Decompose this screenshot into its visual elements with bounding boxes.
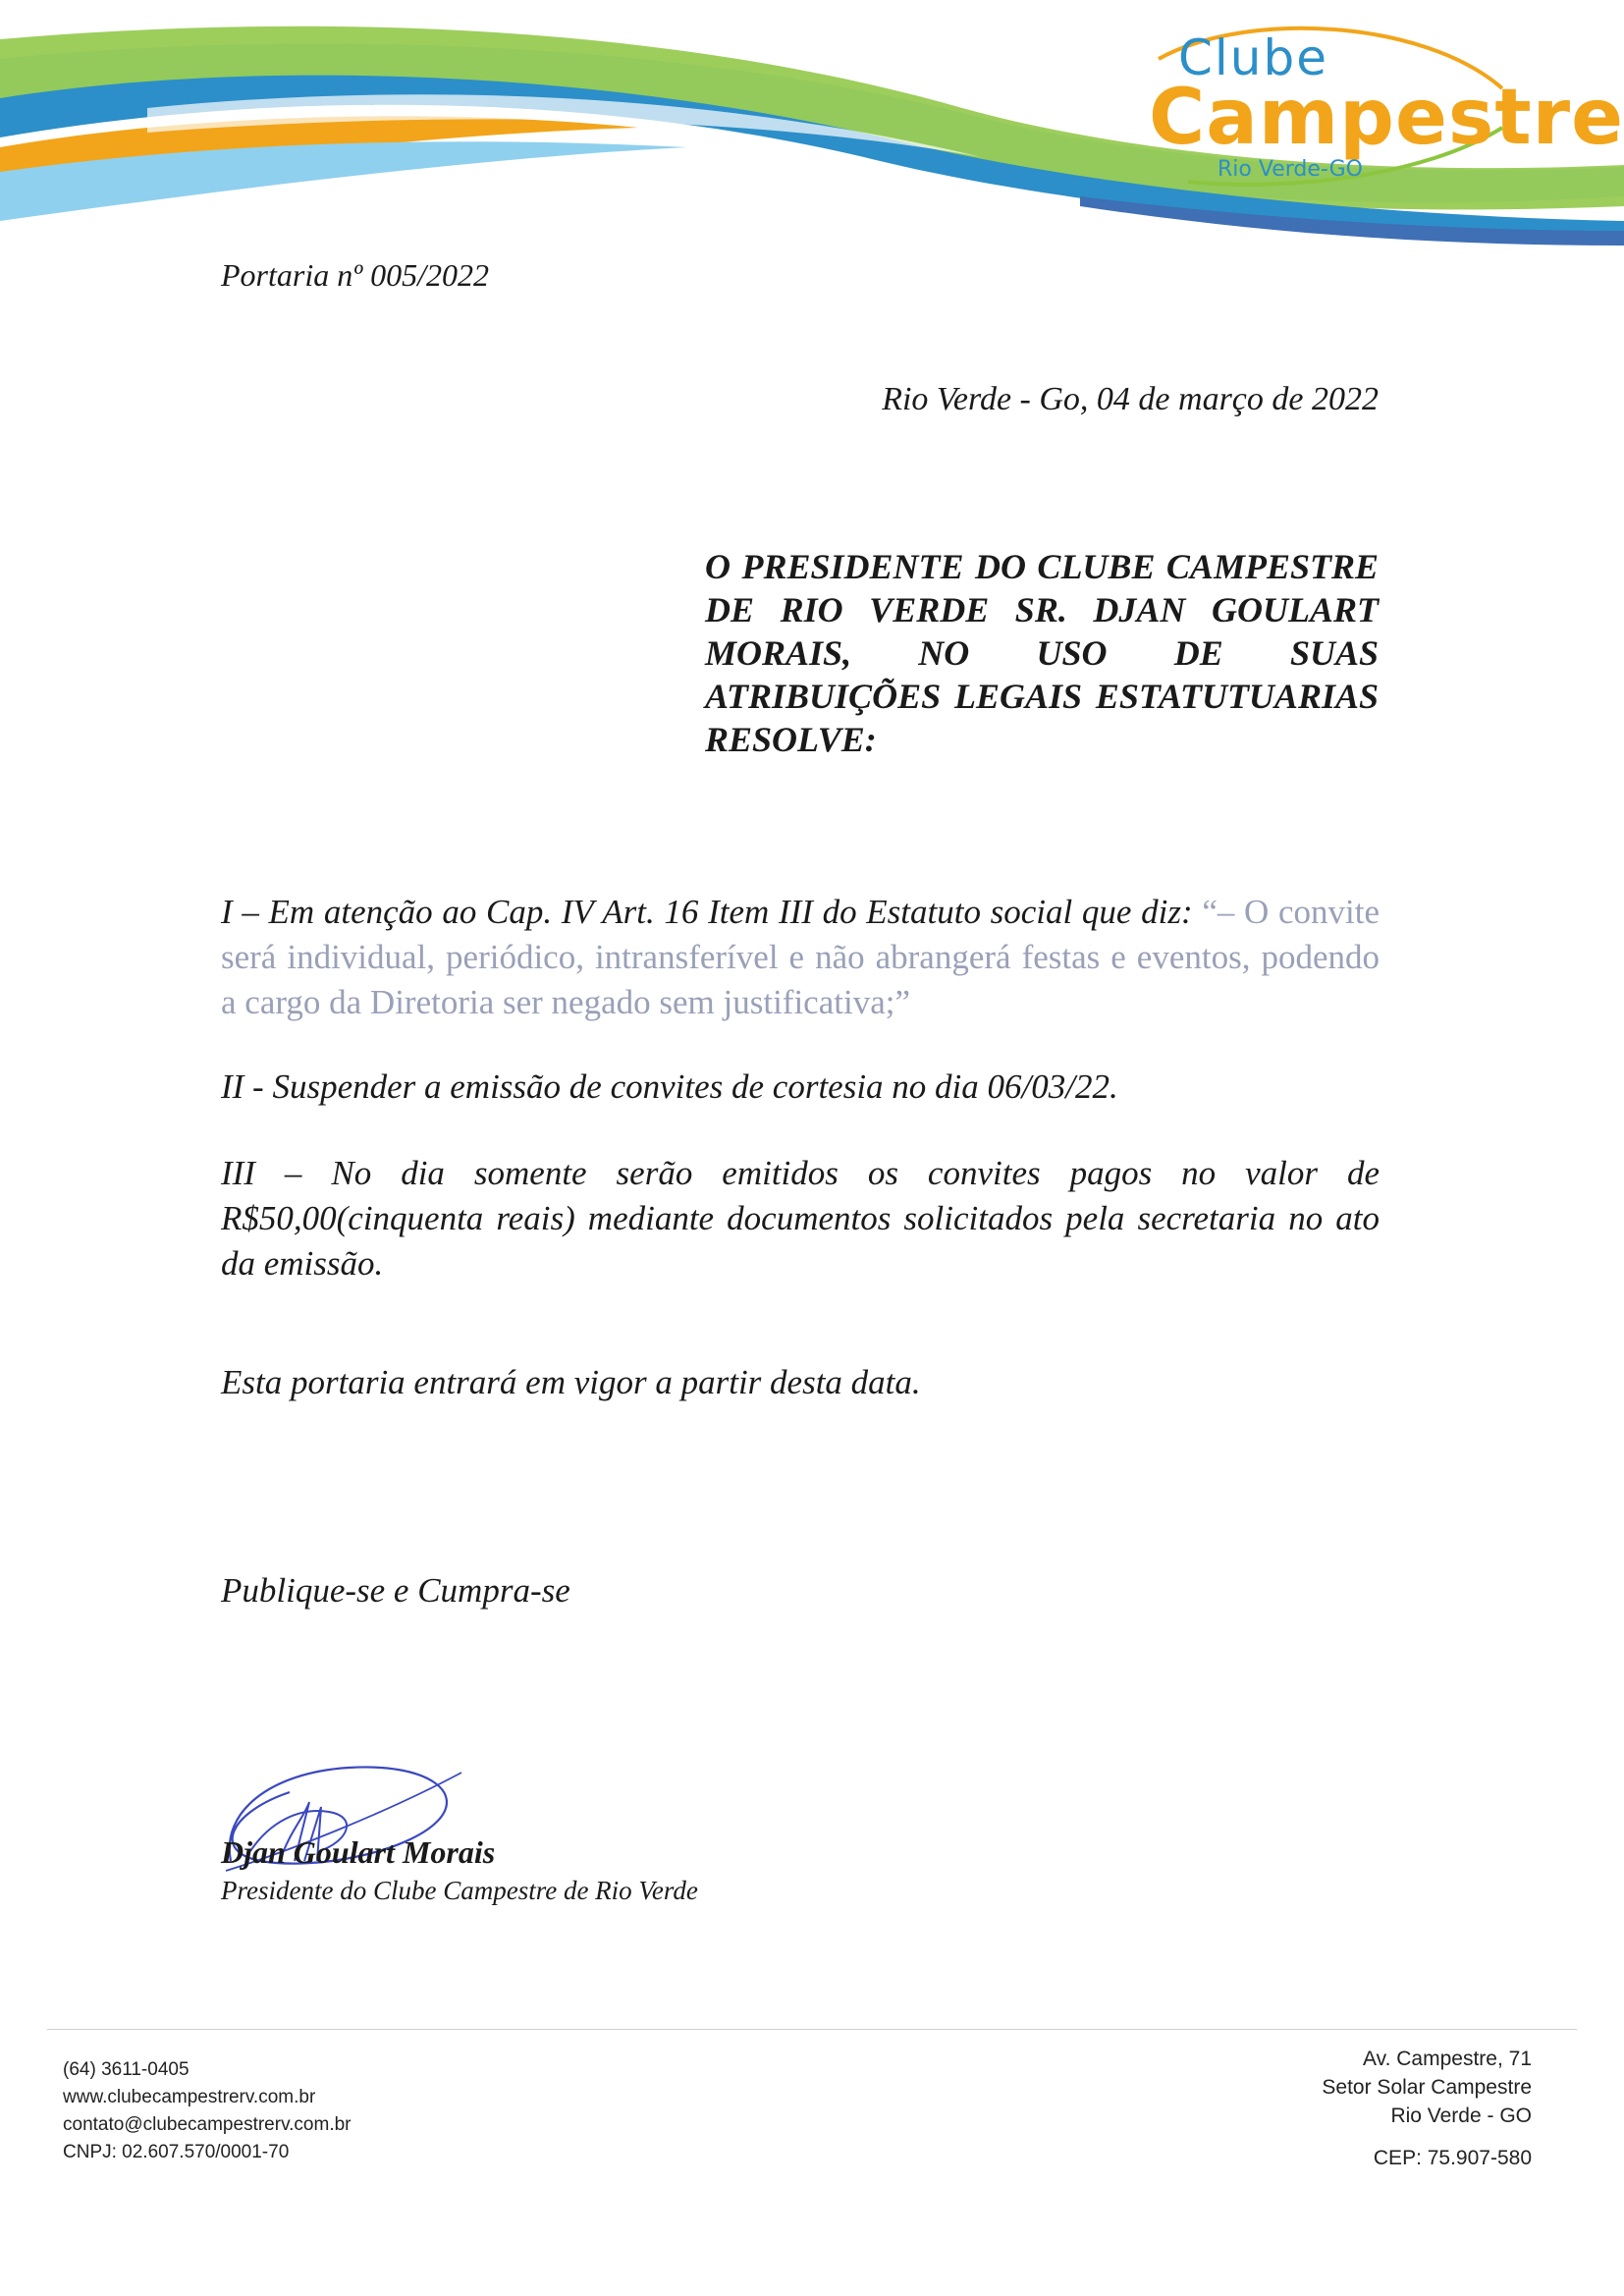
footer-address-line3: Rio Verde - GO (1390, 2105, 1532, 2127)
footer-address-line2: Setor Solar Campestre (1322, 2076, 1532, 2099)
clause-2: II - Suspender a emissão de convites de cortesia no dia 06/03/22. (221, 1067, 1118, 1106)
vigor-statement: Esta portaria entrará em vigor a partir desta data. (221, 1363, 921, 1401)
clause-1-intro: I – Em atenção ao Cap. IV Art. 16 Item III do Estatuto social que diz: (221, 893, 1193, 931)
signer-name: Djan Goulart Morais (221, 1834, 496, 1870)
date-line: Rio Verde - Go, 04 de março de 2022 (882, 381, 1379, 417)
club-logo (1129, 20, 1624, 196)
footer-divider (47, 2029, 1577, 2030)
footer-address-line1: Av. Campestre, 71 (1363, 2048, 1532, 2070)
footer-cep: CEP: 75.907-580 (1373, 2147, 1532, 2169)
footer-address (1322, 2045, 1532, 2172)
logo-text-city: Rio Verde-GO (1218, 157, 1363, 182)
portaria-number: Portaria nº 005/2022 (221, 257, 490, 293)
clause-1 (221, 890, 1380, 1025)
publique-statement: Publique-se e Cumpra-se (221, 1571, 570, 1610)
footer-cnpj: CNPJ: 02.607.570/0001-70 (63, 2142, 290, 2162)
footer-contact (63, 2056, 352, 2166)
preamble: O PRESIDENTE DO CLUBE CAMPESTRE DE RIO VERDE SR. DJAN GOULART MORAIS, NO USO DE SUAS ATRIBUIÇÕES LEGAIS ESTATUTUARIAS RESOLVE: (705, 547, 1379, 759)
signer-title: Presidente do Clube Campestre de Rio Verde (221, 1876, 698, 1905)
logo-text-clube: Clube (1178, 29, 1328, 86)
footer-email: contato@clubecampestrerv.com.br (63, 2114, 352, 2135)
clause-3: III – No dia somente serão emitidos os convites pagos no valor de R$50,00(cinquenta reais) mediante documentos solicitados pela secretaria no ato da emissão. (221, 1154, 1380, 1283)
footer-website: www.clubecampestrerv.com.br (63, 2087, 316, 2107)
logo-text-campestre: Campestre (1149, 74, 1624, 162)
footer-phone: (64) 3611-0405 (63, 2059, 189, 2080)
clause-1-quote: “– O convite será individual, periódico, intransferível e não abrangerá festas e eventos, podendo a cargo da Diretoria ser negado sem justificativa;” (221, 893, 1380, 1021)
